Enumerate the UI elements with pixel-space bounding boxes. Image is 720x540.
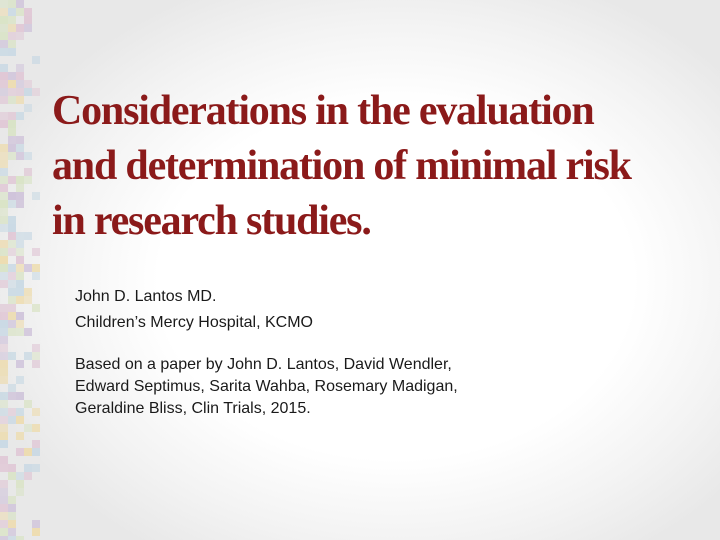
checker-tile	[24, 80, 32, 88]
checker-tile	[8, 136, 16, 144]
checker-tile	[8, 512, 16, 520]
checker-tile	[16, 72, 24, 80]
checker-tile	[32, 264, 40, 272]
checker-tile	[0, 48, 8, 56]
checker-tile	[24, 16, 32, 24]
checker-tile	[16, 408, 24, 416]
checker-tile	[8, 144, 16, 152]
checker-tile	[0, 88, 8, 96]
checker-tile	[0, 416, 8, 424]
checker-tile	[8, 320, 16, 328]
checker-tile	[0, 256, 8, 264]
checker-tile	[32, 448, 40, 456]
checker-tile	[32, 248, 40, 256]
checker-tile	[24, 288, 32, 296]
checker-tile	[16, 152, 24, 160]
checker-tile	[0, 400, 8, 408]
checker-tile	[24, 232, 32, 240]
checker-tile	[0, 224, 8, 232]
checker-tile	[32, 56, 40, 64]
checker-tile	[8, 24, 16, 32]
checker-tile	[16, 536, 24, 540]
checker-tile	[16, 280, 24, 288]
checker-tile	[8, 504, 16, 512]
citation-line: Edward Septimus, Sarita Wahba, Rosemary Madigan,	[75, 378, 458, 395]
checker-tile	[16, 192, 24, 200]
checker-tile	[16, 88, 24, 96]
checker-tile	[8, 224, 16, 232]
citation-line: Geraldine Bliss, Clin Trials, 2015.	[75, 400, 311, 417]
checker-tile	[0, 328, 8, 336]
checker-tile	[0, 176, 8, 184]
checker-tile	[24, 472, 32, 480]
checker-tile	[24, 168, 32, 176]
checker-tile	[8, 96, 16, 104]
checker-tile	[8, 0, 16, 8]
checker-tile	[0, 456, 8, 464]
checker-tile	[16, 472, 24, 480]
checker-tile	[0, 112, 8, 120]
checker-tile	[0, 368, 8, 376]
checker-tile	[8, 392, 16, 400]
checker-tile	[16, 112, 24, 120]
checker-tile	[0, 304, 8, 312]
checker-tile	[16, 392, 24, 400]
checker-tile	[0, 208, 8, 216]
checker-tile	[24, 176, 32, 184]
checker-tile	[8, 496, 16, 504]
checker-tile	[8, 264, 16, 272]
checker-tile	[8, 304, 16, 312]
checker-tile	[0, 512, 8, 520]
checker-tile	[0, 184, 8, 192]
checker-tile	[0, 152, 8, 160]
checker-tile	[8, 32, 16, 40]
checker-tile	[32, 408, 40, 416]
checker-tile	[8, 120, 16, 128]
checker-tile	[8, 280, 16, 288]
checker-tile	[16, 64, 24, 72]
checker-tile	[0, 488, 8, 496]
checker-tile	[8, 176, 16, 184]
checker-tile	[16, 240, 24, 248]
checker-tile	[0, 440, 8, 448]
checker-tile	[0, 432, 8, 440]
checker-tile	[0, 248, 8, 256]
checker-tile	[24, 264, 32, 272]
checker-tile	[24, 352, 32, 360]
checker-tile	[16, 360, 24, 368]
checker-tile	[32, 304, 40, 312]
checker-tile	[8, 40, 16, 48]
checker-tile	[8, 80, 16, 88]
checker-tile	[16, 8, 24, 16]
checker-tile	[32, 424, 40, 432]
checker-tile	[8, 408, 16, 416]
checker-tile	[32, 272, 40, 280]
checker-tile	[8, 416, 16, 424]
checker-tile	[0, 392, 8, 400]
checker-tile	[16, 0, 24, 8]
checker-tile	[24, 296, 32, 304]
checker-tile	[0, 192, 8, 200]
checker-tile	[32, 360, 40, 368]
checker-tile	[8, 112, 16, 120]
checker-tile	[32, 528, 40, 536]
title-line: in research studies.	[52, 198, 371, 244]
checker-tile	[0, 32, 8, 40]
checker-tile	[0, 200, 8, 208]
checker-tile	[0, 464, 8, 472]
checker-tile	[0, 408, 8, 416]
checker-tile	[8, 528, 16, 536]
checker-tile	[0, 0, 8, 8]
checker-tile	[24, 152, 32, 160]
checker-tile	[8, 352, 16, 360]
slide-body	[75, 286, 675, 420]
checker-tile	[0, 160, 8, 168]
checker-tile	[8, 232, 16, 240]
checker-tile	[32, 440, 40, 448]
checker-tile	[32, 352, 40, 360]
checker-tile	[8, 272, 16, 280]
checker-tile	[16, 296, 24, 304]
checker-tile	[8, 152, 16, 160]
checker-tile	[0, 80, 8, 88]
checker-tile	[24, 424, 32, 432]
checker-tile	[0, 216, 8, 224]
checker-tile	[0, 240, 8, 248]
checker-tile	[0, 264, 8, 272]
checker-tile	[8, 128, 16, 136]
checker-tile	[16, 264, 24, 272]
checker-tile	[24, 24, 32, 32]
checker-tile	[0, 64, 8, 72]
checker-tile	[16, 80, 24, 88]
checker-tile	[0, 504, 8, 512]
checker-tile	[16, 488, 24, 496]
checker-tile	[0, 8, 8, 16]
checker-tile	[0, 144, 8, 152]
checker-tile	[24, 448, 32, 456]
checker-tile	[8, 16, 16, 24]
checker-tile	[8, 8, 16, 16]
checker-tile	[24, 104, 32, 112]
checker-tile	[0, 280, 8, 288]
title-line: Considerations in the evaluation	[52, 88, 594, 134]
checker-tile	[16, 96, 24, 104]
checker-tile	[8, 312, 16, 320]
checker-tile	[24, 328, 32, 336]
checker-tile	[0, 72, 8, 80]
checker-tile	[32, 88, 40, 96]
checker-tile	[16, 32, 24, 40]
checker-tile	[16, 320, 24, 328]
checker-tile	[0, 120, 8, 128]
checker-tile	[32, 464, 40, 472]
checker-tile	[16, 416, 24, 424]
checker-tile	[8, 328, 16, 336]
checker-tile	[8, 472, 16, 480]
checker-tile	[8, 192, 16, 200]
checkered-border-decoration	[0, 0, 40, 540]
author-name: John D. Lantos MD.	[75, 288, 217, 305]
checker-tile	[0, 520, 8, 528]
checker-tile	[0, 312, 8, 320]
checker-tile	[0, 376, 8, 384]
checker-tile	[8, 48, 16, 56]
checker-tile	[0, 24, 8, 32]
checker-tile	[8, 240, 16, 248]
checker-tile	[16, 432, 24, 440]
checker-tile	[0, 40, 8, 48]
checker-tile	[0, 496, 8, 504]
checker-tile	[32, 520, 40, 528]
checker-tile	[0, 16, 8, 24]
checker-tile	[8, 384, 16, 392]
checker-tile	[32, 192, 40, 200]
checker-tile	[24, 400, 32, 408]
checker-tile	[16, 232, 24, 240]
checker-tile	[16, 24, 24, 32]
checker-tile	[16, 376, 24, 384]
checker-tile	[32, 344, 40, 352]
checker-tile	[0, 168, 8, 176]
checker-tile	[8, 520, 16, 528]
checker-tile	[0, 480, 8, 488]
checker-tile	[0, 536, 8, 540]
checker-tile	[8, 72, 16, 80]
checker-tile	[16, 144, 24, 152]
checker-tile	[8, 536, 16, 540]
author-affiliation: Children’s Mercy Hospital, KCMO	[75, 314, 313, 331]
checker-tile	[8, 200, 16, 208]
checker-tile	[0, 528, 8, 536]
checker-tile	[0, 360, 8, 368]
checker-tile	[24, 464, 32, 472]
checker-tile	[0, 344, 8, 352]
checker-tile	[16, 136, 24, 144]
checker-tile	[0, 352, 8, 360]
checker-tile	[24, 88, 32, 96]
checker-tile	[8, 88, 16, 96]
checker-tile	[8, 248, 16, 256]
title-line: and determination of minimal risk	[52, 143, 631, 189]
checker-tile	[8, 216, 16, 224]
checker-tile	[0, 272, 8, 280]
checker-tile	[16, 272, 24, 280]
checker-tile	[16, 448, 24, 456]
checker-tile	[8, 288, 16, 296]
checker-tile	[8, 296, 16, 304]
checker-tile	[8, 464, 16, 472]
citation-line: Based on a paper by John D. Lantos, David Wendler,	[75, 356, 452, 373]
checker-tile	[16, 176, 24, 184]
checker-tile	[16, 256, 24, 264]
checker-tile	[16, 288, 24, 296]
checker-tile	[0, 96, 8, 104]
checker-tile	[16, 480, 24, 488]
slide-title	[52, 84, 692, 249]
checker-tile	[16, 328, 24, 336]
checker-tile	[16, 184, 24, 192]
checker-tile	[16, 248, 24, 256]
checker-tile	[0, 424, 8, 432]
checker-tile	[0, 336, 8, 344]
checker-tile	[16, 312, 24, 320]
checker-tile	[24, 8, 32, 16]
checker-tile	[0, 320, 8, 328]
checker-tile	[16, 200, 24, 208]
